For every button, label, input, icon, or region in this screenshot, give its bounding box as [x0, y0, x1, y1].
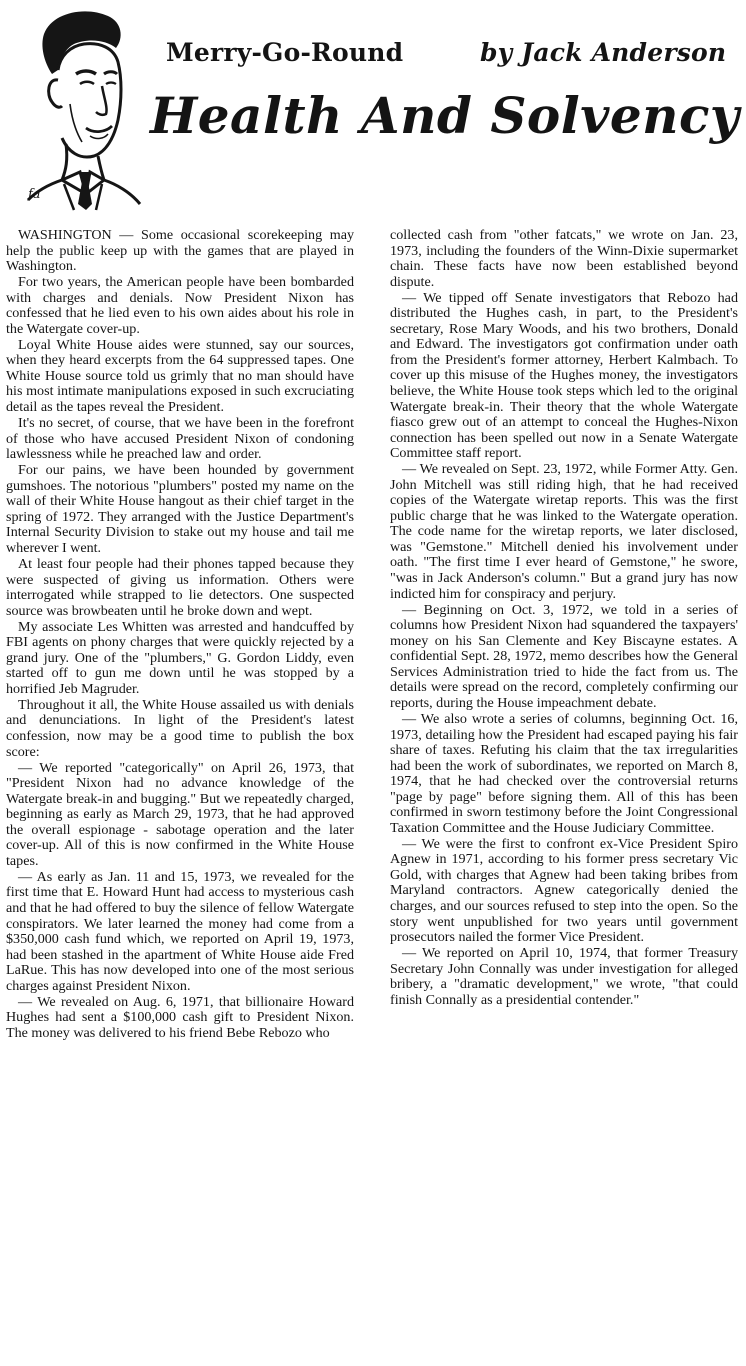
article-column-left — [6, 228, 354, 1366]
paragraph: At least four people had their phones tapped because they were suspected of giving us information. Others were interrogated while strapped to lie detectors. One suspected source was browbeaten until he broke down and wept. — [6, 555, 354, 619]
paragraph: — We also wrote a series of columns, beginning Oct. 16, 1973, detailing how the President had escaped paying his fair share of taxes. Refuting his claim that the tax irregularities had been the work of subordinates, we reported on March 8, 1974, that he had checked over the controversial returns "page by page" before signing them. All of this has been confirmed in sworn testimony before the Joint Congressional Taxation Committee and the House Judiciary Committee. — [390, 710, 738, 836]
paragraph: WASHINGTON — Some occasional scorekeeping may help the public keep up with the games that are played in Washington. — [6, 228, 354, 275]
headline: Health And Solvency — [150, 86, 740, 145]
paragraph: — We revealed on Aug. 6, 1971, that billionaire Howard Hughes had sent a $100,000 cash gift to President Nixon. The money was delivered to his friend Bebe Rebozo who — [6, 993, 354, 1041]
paragraph: For two years, the American people have been bombarded with charges and denials. Now President Nixon has confessed that he lied even to his own aides about his role in the Watergate cover-up. — [6, 274, 354, 337]
paragraph: — As early as Jan. 11 and 15, 1973, we revealed for the first time that E. Howard Hunt had access to mysterious cash and that he had offered to buy the silence of fellow Watergate conspirators. We later learned the money had come from a $350,000 cash fund which, we reported on April 19, 1973, had been stashed in the apartment of White House aide Fred LaRue. This has now developed into one of the most serious charges against President Nixon. — [6, 868, 354, 994]
paragraph: — We reported "categorically" on April 26, 1973, that "President Nixon had no advance knowledge of the Watergate break-in and bugging." But we repeatedly charged, beginning as early as March 29, 1973, that he had approved the overall espionage - sabotage operation and the later cover-up. All of this is now confirmed in the White House tapes. — [6, 759, 354, 869]
column-name: Merry-Go-Round — [166, 38, 404, 67]
paragraph: — We revealed on Sept. 23, 1972, while Former Atty. Gen. John Mitchell was still riding high, that he had received copies of the Watergate wiretap reports. This was the first public charge that he was linked to the Watergate operation. The code name for the wiretap reports, we later disclosed, was "Gemstone." Mitchell denied his involvement under oath. "The first time I ever heard of Gemstone," he swore, "was in Jack Anderson's column." But a grand jury has now indicted him for conspiracy and perjury. — [390, 461, 738, 602]
artist-signature: fa — [28, 187, 41, 202]
columnist-portrait-illustration — [14, 4, 142, 216]
paragraph: — We reported on April 10, 1974, that former Treasury Secretary John Connally was under investigation for alleged bribery, a "dramatic development," we wrote, "that could finish Connally as a presidential contender." — [390, 945, 738, 1008]
paragraph: collected cash from "other fatcats," we wrote on Jan. 23, 1973, including the founders of the Winn-Dixie supermarket chain. These facts have now been established beyond dispute. — [390, 228, 738, 290]
paragraph: Loyal White House aides were stunned, say our sources, when they heard excerpts from the 64 suppressed tapes. One White House source told us grimly that no man should have his most intimate manipulations exposed in such excruciating detail as the tapes reveal the President. — [6, 336, 354, 416]
paragraph: For our pains, we have been hounded by government gumshoes. The notorious "plumbers" posted my name on the wall of their White House hangout as their chief target in the spring of 1972. They arranged with the Justice Department's Internal Security Division to stake out my house and tail me wherever I went. — [6, 462, 354, 556]
paragraph: It's no secret, of course, that we have been in the forefront of those who have accused President Nixon of condoning lawlessness while he preached law and order. — [6, 415, 354, 463]
paragraph: — We were the first to confront ex-Vice President Spiro Agnew in 1971, according to his former press secretary Vic Gold, with charges that Agnew had been taking bribes from Maryland contractors. Agnew categorically denied the charges, and our sources refused to step into the open. So the story went unpublished for two years until government prosecutors nailed the former Vice President. — [390, 835, 738, 946]
byline: by Jack Anderson — [480, 38, 727, 67]
article-column-right — [390, 228, 738, 1366]
paragraph: — Beginning on Oct. 3, 1972, we told in a series of columns how President Nixon had squandered the taxpayers' money on his San Clemente and Key Biscayne estates. A confidential Sept. 28, 1972, memo describes how the General Services Administration tried to hide the fact from us. The details were spread on the record, completely confirming our reports, during the House impeachment debate. — [390, 601, 738, 711]
paragraph: — We tipped off Senate investigators that Rebozo had distributed the Hughes cash, in part, to the President's secretary, Rose Mary Woods, and his two brothers, Donald and Edward. The investigators got confirmation under oath from the President's former attorney, Herbert Kalmbach. To cover up this misuse of the Hughes money, the investigators believe, the White House took steps which led to the original Watergate break-in. Their theory that the whole Watergate fiasco grew out of an attempt to conceal the Hughes-Nixon connection has been spelled out now in a Senate Watergate Committee staff report. — [390, 289, 738, 462]
paragraph: Throughout it all, the White House assailed us with denials and denunciations. In light of the President's latest confession, now may be a good time to publish the box score: — [6, 696, 354, 760]
paragraph: My associate Les Whitten was arrested and handcuffed by FBI agents on phony charges that were quickly rejected by a grand jury. One of the "plumbers," G. Gordon Liddy, even started off to gun me down until he was stopped by a horrified Jeb Magruder. — [6, 618, 354, 697]
